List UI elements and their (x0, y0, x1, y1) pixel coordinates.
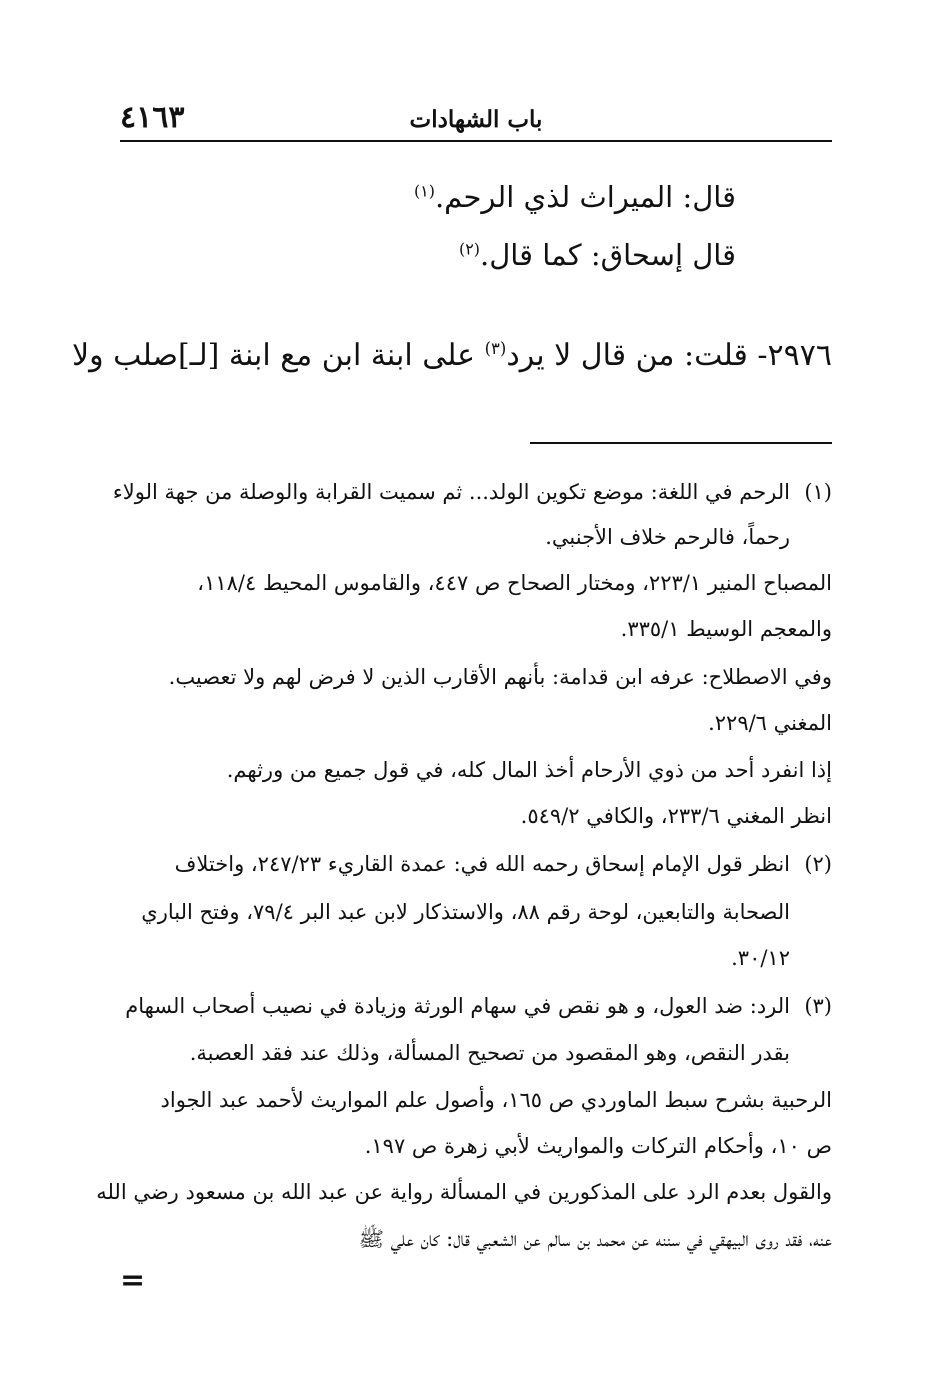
footnote-separator (530, 442, 832, 444)
footnote-3-line-5: والقول بعدم الرد على المذكورين في المسألة رواية عن عبد الله بن مسعود رضي الله (96, 1180, 832, 1204)
continuation-mark: = (120, 1263, 146, 1298)
footnote-1-line-4: والمعجم الوسيط ٣٣٥/١. (620, 617, 832, 641)
footnote-1-line-3: المصباح المنير ٢٢٣/١، ومختار الصحاح ص ٤٤٧، والقاموس المحيط ١١٨/٤، (197, 571, 832, 595)
body-line-2 (459, 238, 736, 272)
header-rule (120, 140, 832, 142)
paragraph-start: ٢٩٧٦- قلت: من قال لا يرد (506, 338, 832, 373)
footnote-2-marker: (٢) (804, 852, 832, 876)
footnote-1-line-6: المغني ٢٢٩/٦. (708, 711, 832, 735)
footnote-1-line-5: وفي الاصطلاح: عرفه ابن قدامة: بأنهم الأقارب الذين لا فرض لهم ولا تعصيب. (168, 665, 832, 689)
footnote-ref-3: (٣) (484, 339, 507, 358)
page-number: ٤١٦٣ (120, 100, 185, 135)
footnote-3-line-1: الرد: ضد العول، و هو نقص في سهام الورثة وزيادة في نصيب أصحاب السهام (125, 994, 790, 1018)
footnote-1-marker: (١) (804, 480, 832, 504)
page-header (120, 92, 832, 142)
footnote-3-line-3: الرحبية بشرح سبط الماوردي ص ١٦٥، وأصول علم المواريث لأحمد عبد الجواد (160, 1088, 832, 1112)
footnote-2-line-1: انظر قول الإمام إسحاق رحمه الله في: عمدة القاريء ٢٤٧/٢٣، واختلاف (174, 852, 790, 876)
running-title: باب الشهادات (409, 106, 543, 133)
footnote-1-line-2: رحماً، فالرحم خلاف الأجنبي. (545, 525, 790, 549)
paragraph-end: على ابنة ابن مع ابنة [لـ]صلب ولا (71, 338, 485, 373)
footnote-ref-1: (١) (413, 181, 435, 201)
footnote-3-marker: (٣) (804, 994, 832, 1018)
body-line-2-text: قال إسحاق: كما قال. (479, 238, 736, 272)
footnote-3-line-4: ص ١٠، وأحكام التركات والمواريث لأبي زهرة ص ١٩٧. (364, 1134, 832, 1158)
footnote-2-line-2: الصحابة والتابعين، لوحة رقم ٨٨، والاستذكار لابن عبد البر ٧٩/٤، وفتح الباري (141, 900, 790, 924)
footnote-1-line-7: إذا انفرد أحد من ذوي الأرحام أخذ المال كله، في قول جميع من ورثهم. (226, 758, 832, 782)
footnote-3-line-2: بقدر النقص، وهو المقصود من تصحيح المسألة، وذلك عند فقد العصبة. (189, 1041, 790, 1065)
body-line-1 (414, 180, 736, 214)
body-line-1-text: قال: الميراث لذي الرحم. (434, 180, 736, 214)
footnote-3-line-6: عنه، فقد روى البيهقي في سننه عن محمد بن سالم عن الشعبي قال: كان علي ﷺ (358, 1227, 832, 1251)
footnote-2-line-3: ٣٠/١٢. (731, 946, 790, 970)
footnote-1-line-8: انظر المغني ٢٣٣/٦، والكافي ٥٤٩/٢. (520, 804, 832, 828)
footnote-ref-2: (٢) (458, 239, 480, 259)
footnote-1-line-1: الرحم في اللغة: موضع تكوين الولد... ثم سميت القرابة والوصلة من جهة الولاء (112, 480, 790, 504)
main-paragraph (71, 338, 832, 373)
